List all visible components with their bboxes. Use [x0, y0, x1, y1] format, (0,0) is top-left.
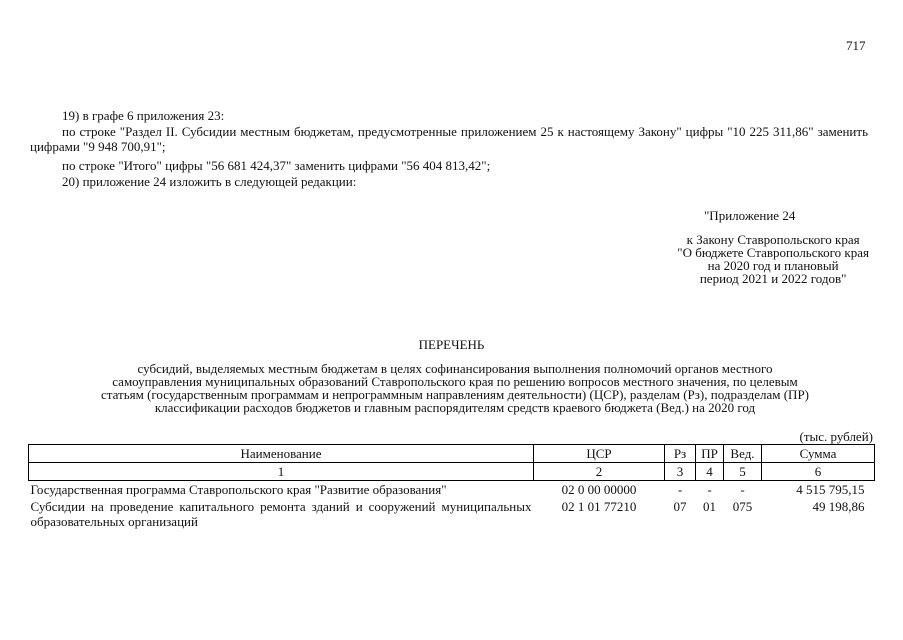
- page-number: 717: [846, 38, 866, 53]
- appendix-line: период 2021 и 2022 годов": [699, 271, 847, 286]
- subtitle-line: статьям (государственным программам и непрограммным направлениям деятельности) (ЦСР), разделам (Рз), подразделам (ПР): [100, 387, 810, 402]
- amendment-19-row-total: по строке "Итого" цифры "56 681 424,37" заменить цифрами "56 404 813,42";: [62, 158, 491, 173]
- subtitle-line: классификации расходов бюджетов и главным распорядителям средств краевого бюджета (Вед.) на 2020 год: [154, 400, 756, 415]
- amendment-20: 20) приложение 24 изложить в следующей редакции:: [62, 174, 357, 189]
- column-number: 1: [29, 463, 534, 481]
- amendment-19-row-section2: по строке "Раздел II. Субсидии местным бюджетам, предусмотренные приложением 25 к настоящему Закону" цифры "10 225 311,86" заменить цифрами "9 948 700,91";: [30, 124, 868, 154]
- header-pr: ПР: [696, 445, 724, 463]
- row-ved: -: [740, 482, 745, 497]
- appendix-line: на 2020 год и плановый: [707, 258, 839, 273]
- column-number: 3: [665, 463, 696, 481]
- column-number: 2: [534, 463, 665, 481]
- header-ved: Вед.: [724, 445, 762, 463]
- column-number: 5: [724, 463, 762, 481]
- column-number: 4: [696, 463, 724, 481]
- table-column-numbers-row: [29, 463, 875, 481]
- appendix-line: к Закону Ставропольского края: [686, 232, 860, 247]
- appendix-title: "Приложение 24: [704, 208, 796, 223]
- table-header-row: [29, 445, 875, 463]
- amendment-19: 19) в графе 6 приложения 23:: [62, 108, 225, 123]
- document-subtitle: [40, 362, 870, 414]
- header-name: Наименование: [29, 445, 534, 463]
- column-number: 6: [762, 463, 875, 481]
- row-ved: 075: [732, 499, 753, 514]
- row-sum: 4 515 795,15: [796, 482, 865, 497]
- subtitle-line: самоуправления муниципальных образований Ставропольского края по решению вопросов местного значения, по целевым: [112, 374, 798, 389]
- appendix-line: "О бюджете Ставропольского края: [677, 245, 869, 260]
- row-rz: -: [677, 482, 683, 497]
- header-sum: Сумма: [762, 445, 875, 463]
- unit-label: (тыс. рублей): [799, 429, 873, 444]
- row-pr: -: [707, 482, 712, 497]
- subtitle-line: субсидий, выделяемых местным бюджетам в целях софинансирования выполнения полномочий органов местного: [137, 361, 773, 376]
- row-csr: 02 0 00 00000: [561, 482, 637, 497]
- row-rz: 07: [673, 499, 687, 514]
- table-row: [29, 481, 875, 499]
- header-csr: ЦСР: [534, 445, 665, 463]
- row-name: Субсидии на проведение капитального ремонта зданий и сооружений муниципальных образовательных организаций: [30, 499, 532, 529]
- subsidy-table: [28, 444, 875, 530]
- row-pr: 01: [703, 499, 716, 514]
- table-row: [29, 498, 875, 530]
- header-rz: Рз: [665, 445, 696, 463]
- appendix-reference: [677, 233, 869, 285]
- row-csr: 02 1 01 77210: [561, 499, 637, 514]
- row-sum: 49 198,86: [812, 499, 865, 514]
- document-title: ПЕРЕЧЕНЬ: [418, 337, 485, 352]
- row-name: Государственная программа Ставропольского края "Развитие образования": [30, 482, 447, 497]
